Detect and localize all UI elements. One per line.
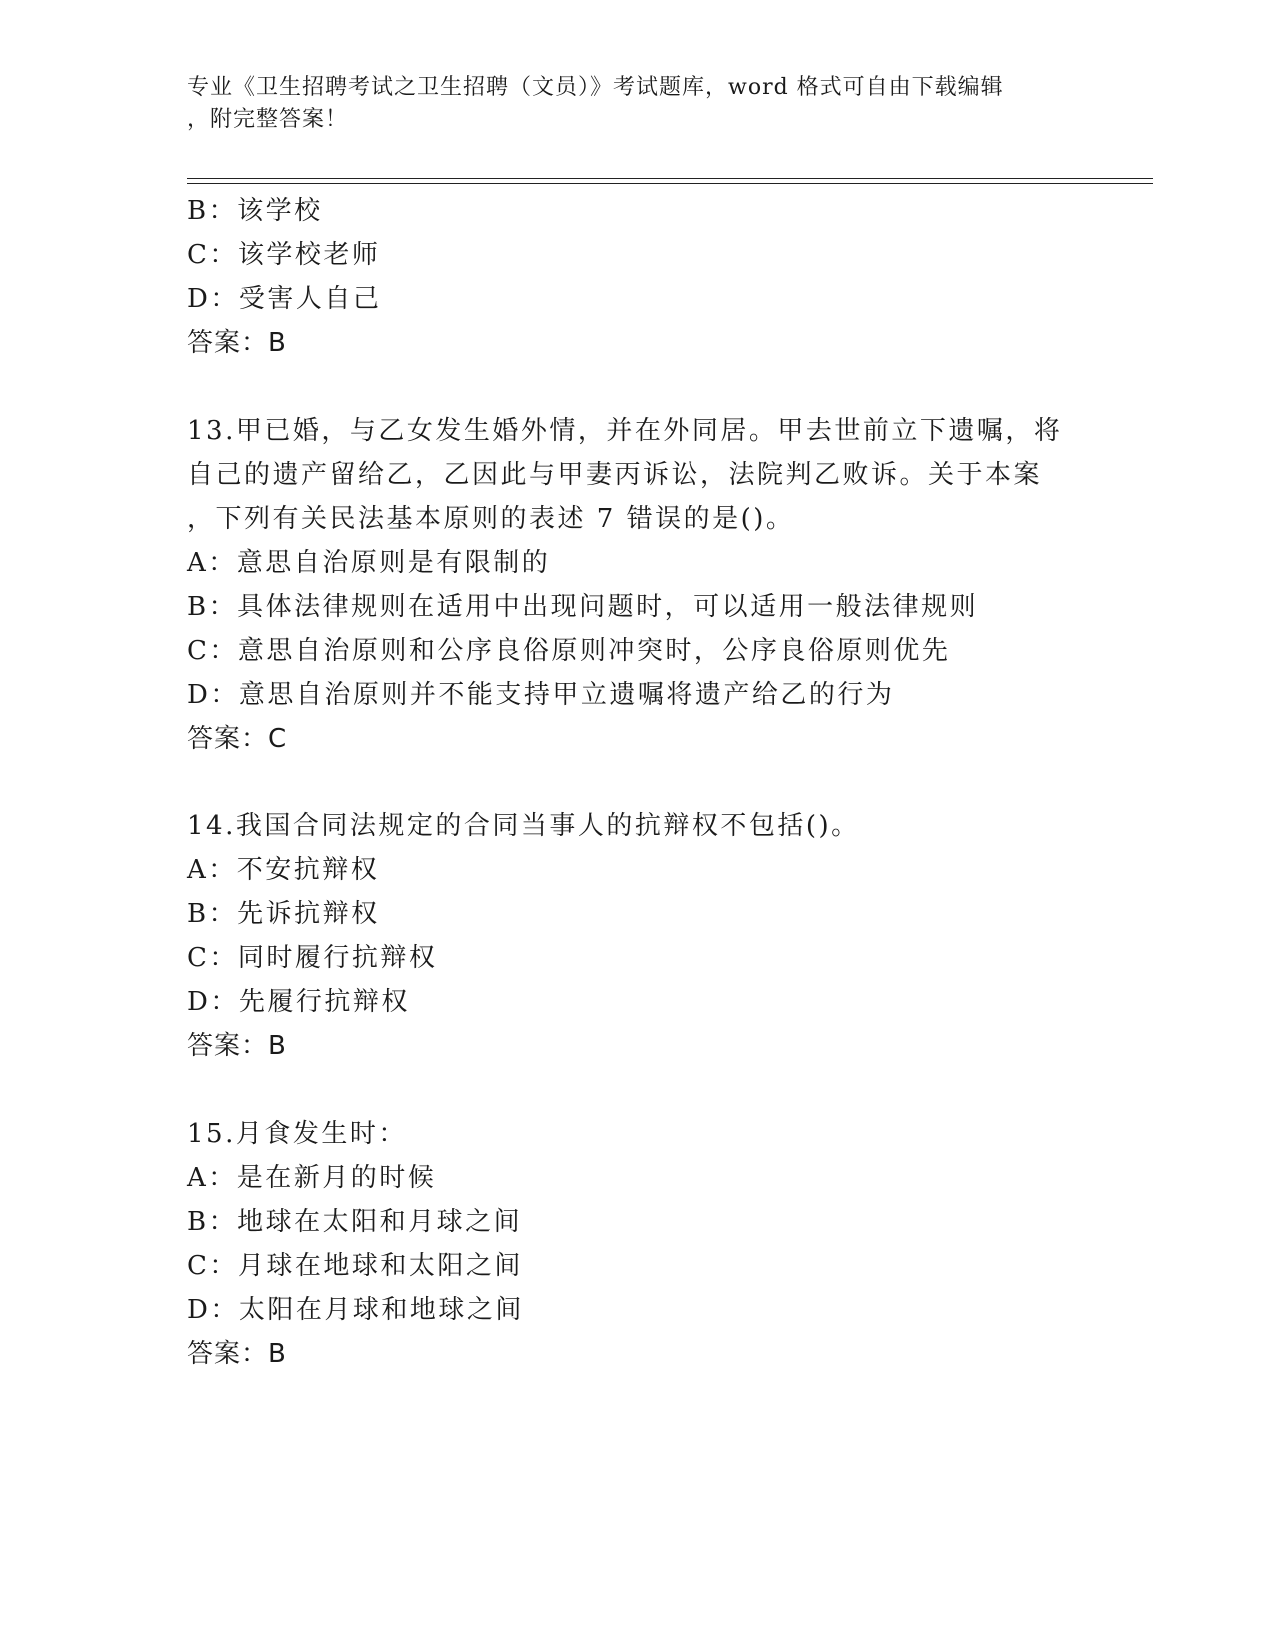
header-title-line: 专业《卫生招聘考试之卫生招聘（文员）》考试题库，word 格式可自由下载编辑 [187, 75, 1004, 100]
q14-answer: 答案：B [187, 1031, 287, 1061]
q14-stem: 14.我国合同法规定的合同当事人的抗辩权不包括()。 [187, 811, 860, 841]
q14-option-d: D：先履行抗辩权 [187, 987, 410, 1017]
header-divider-bottom [187, 183, 1153, 184]
header-divider-top [187, 178, 1153, 179]
q15-option-d: D：太阳在月球和地球之间 [187, 1295, 524, 1325]
q15-option-c: C：月球在地球和太阳之间 [187, 1251, 523, 1281]
q13-stem-line-3: ，下列有关民法基本原则的表述 7 错误的是()。 [187, 504, 795, 534]
q13-stem-line-2: 自己的遗产留给乙，乙因此与甲妻丙诉讼，法院判乙败诉。关于本案 [187, 460, 1043, 490]
q13-answer: 答案：C [187, 724, 288, 754]
q12-answer: 答案：B [187, 328, 287, 358]
q13-option-a: A：意思自治原则是有限制的 [187, 548, 551, 578]
page-header [187, 72, 1067, 136]
q13-option-d: D：意思自治原则并不能支持甲立遗嘱将遗产给乙的行为 [187, 680, 895, 710]
q15-stem: 15.月食发生时： [187, 1119, 407, 1149]
q13-stem-line-1: 13.甲已婚，与乙女发生婚外情，并在外同居。甲去世前立下遗嘱，将 [187, 416, 1063, 446]
header-subtitle-line: ，附完整答案！ [187, 107, 349, 132]
q14-option-c: C：同时履行抗辩权 [187, 943, 438, 973]
q12-option-b: B：该学校 [187, 196, 323, 226]
q14-option-a: A：不安抗辩权 [187, 855, 380, 885]
q15-option-a: A：是在新月的时候 [187, 1163, 437, 1193]
q13-option-c: C：意思自治原则和公序良俗原则冲突时，公序良俗原则优先 [187, 636, 951, 666]
q15-answer: 答案：B [187, 1339, 287, 1369]
q14-option-b: B：先诉抗辩权 [187, 899, 380, 929]
q13-option-b: B：具体法律规则在适用中出现问题时，可以适用一般法律规则 [187, 592, 979, 622]
q12-option-c: C：该学校老师 [187, 240, 381, 270]
q15-option-b: B：地球在太阳和月球之间 [187, 1207, 523, 1237]
q12-option-d: D：受害人自己 [187, 284, 382, 314]
